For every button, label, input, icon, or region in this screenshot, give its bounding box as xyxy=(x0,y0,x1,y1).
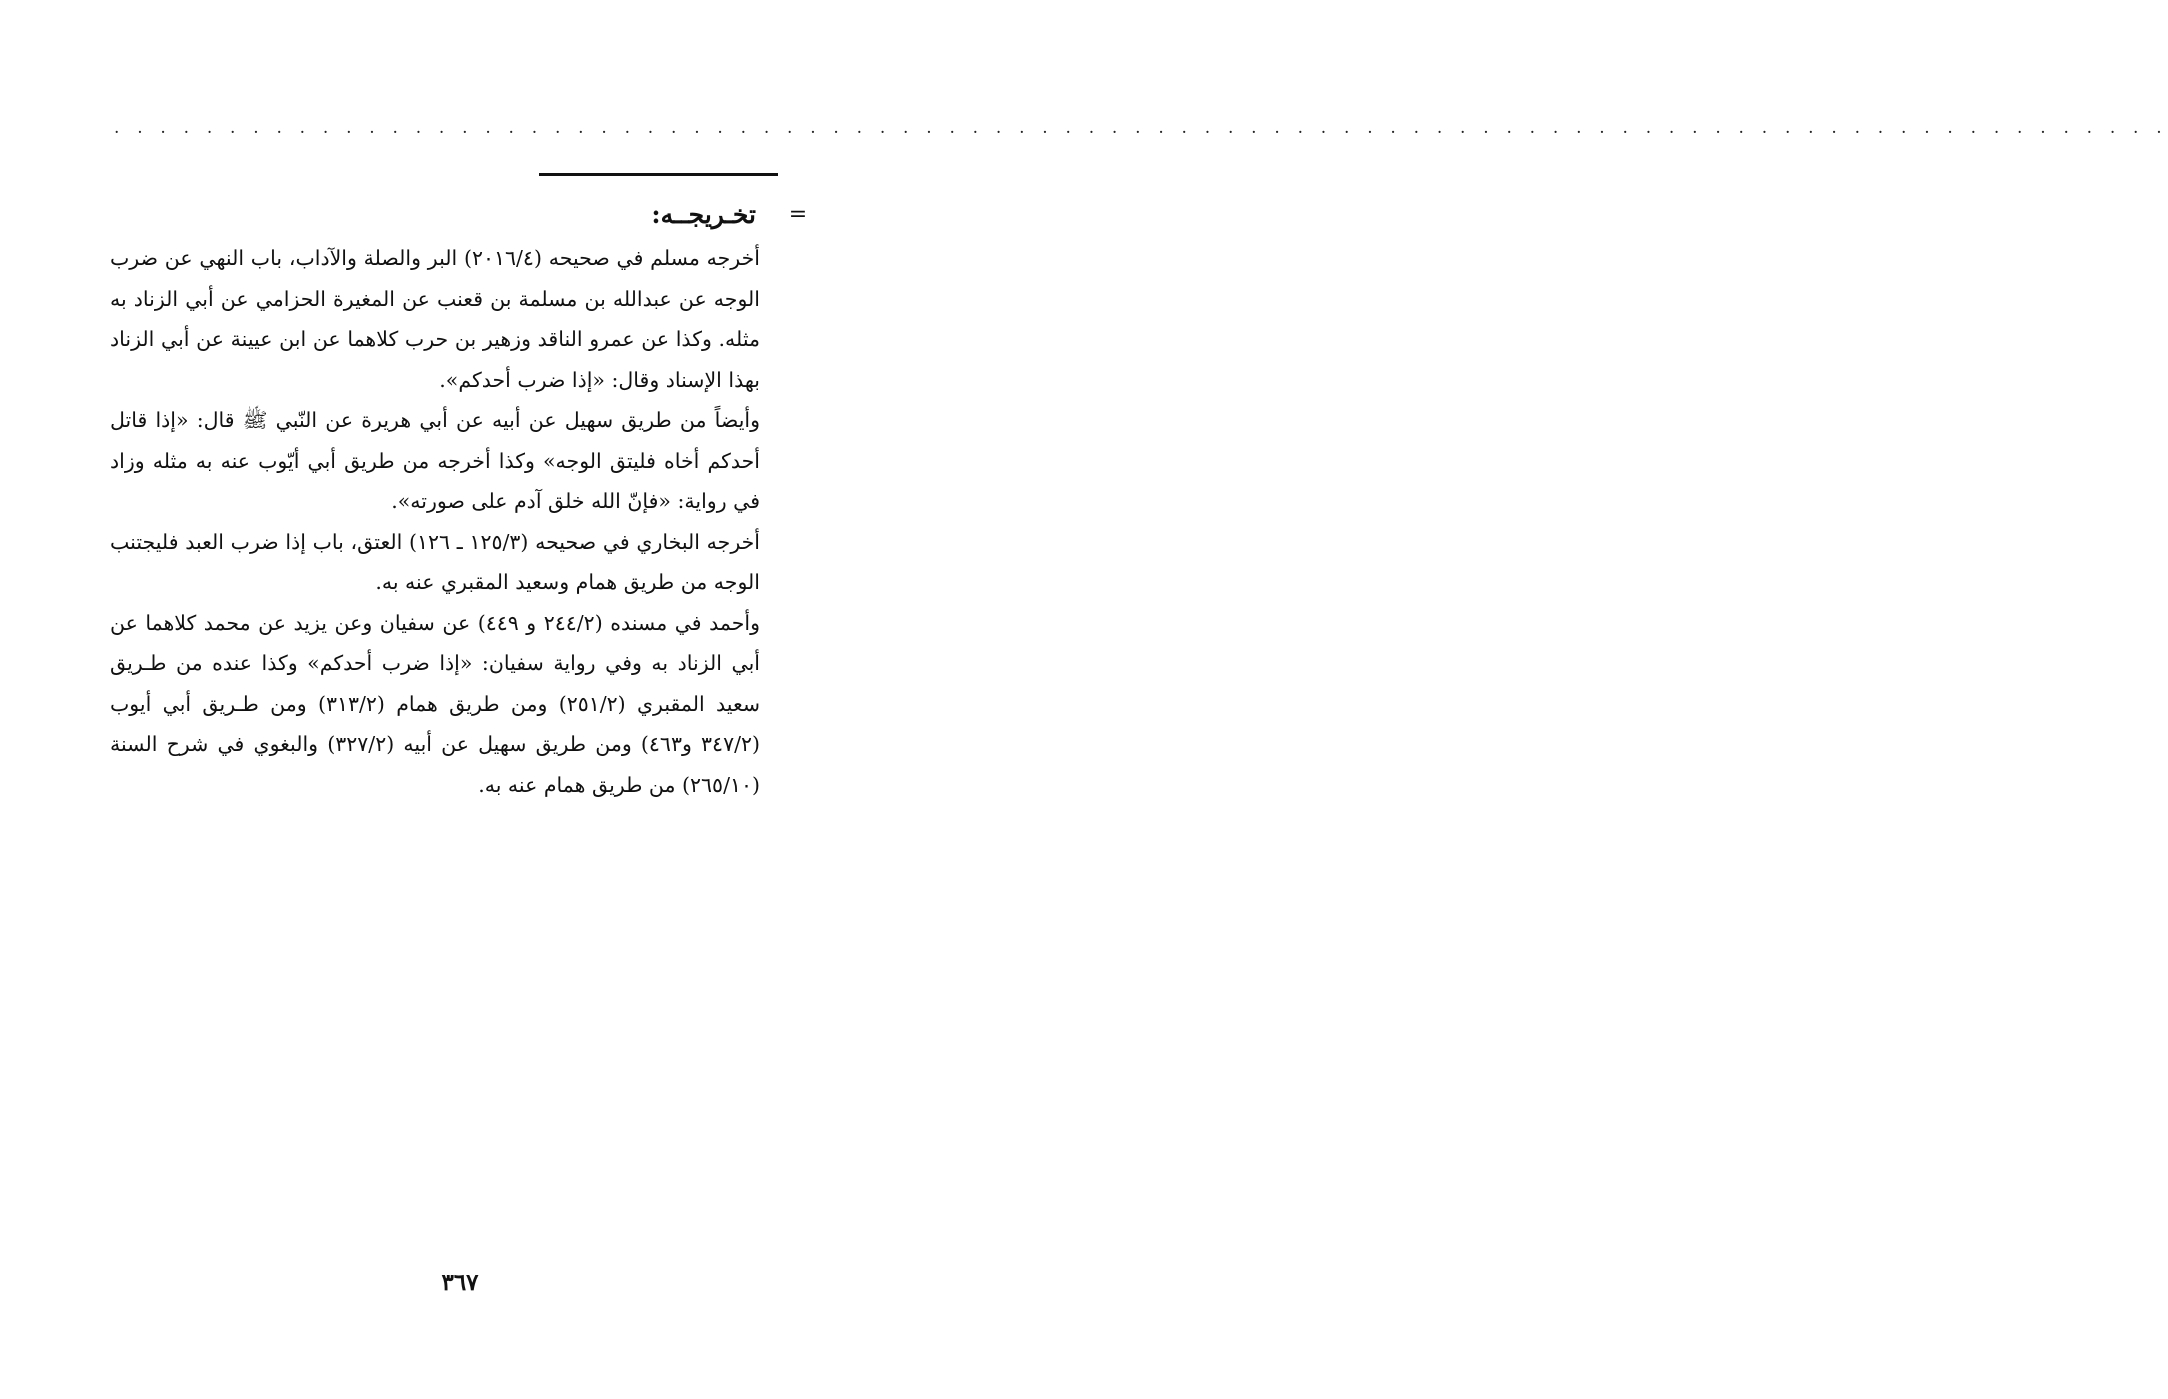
dotted-separator: . . . . . . . . . . . . . . . . . . . . . . . . . . . . . . . . . . . . . . . . . . . . . . . . . . . . . . . . . . . . . . . . . . . . . . . . . . . . . . . . . . . . . . . . . xyxy=(114,118,2168,138)
paragraph-ahmad: وأحمد في مسنده (٢٤٤/٢ و ٤٤٩) عن سفيان وعن يزيد عن محمد كلاهما عن أبي الزناد به وفي رواية سفيان: «إذا ضرب أحدكم» وكذا عنده من طـريق سعيد المقبري (٢٥١/٢) ومن طريق همام (٣١٣/٢) ومن طـريق أبي أيوب (٣٤٧/٢ و٤٦٣) ومن طريق سهيل عن أبيه (٣٢٧/٢) والبغوي في شرح السنة (٢٦٥/١٠) من طريق همام عنه به. xyxy=(110,610,761,797)
continuation-mark: = xyxy=(788,202,808,227)
page-number: ٣٦٧ xyxy=(441,1269,479,1296)
takhrij-body xyxy=(110,238,760,805)
footnote-rule xyxy=(539,173,778,176)
paragraph-bukhari: أخرجه البخاري في صحيحه (١٢٥/٣ ـ ١٢٦) العتق، باب إذا ضرب العبد فليجتنب الوجه من طريق همام وسعيد المقبري عنه به. xyxy=(110,529,760,594)
section-heading: تخـريجــه: xyxy=(651,200,756,229)
paragraph-muslim: أخرجه مسلم في صحيحه (٢٠١٦/٤) البر والصلة والآداب، باب النهي عن ضرب الوجه عن عبدالله بن مسلمة بن قعنب عن المغيرة الحزامي عن أبي الزناد به مثله. وكذا عن عمرو الناقد وزهير بن حرب كلاهما عن ابن عيينة عن أبي الزناد بهذا الإسناد وقال: «إذا ضرب أحدكم». xyxy=(110,246,760,392)
paragraph-suhail: وأيضاً من طريق سهيل عن أبيه عن أبي هريرة عن النّبي ﷺ قال: «إذا قاتل أحدكم أخاه فليتق الوجه» وكذا أخرجه من طريق أبي أيّوب عنه به مثله وزاد في رواية: «فإنّ الله خلق آدم على صورته». xyxy=(110,408,760,513)
